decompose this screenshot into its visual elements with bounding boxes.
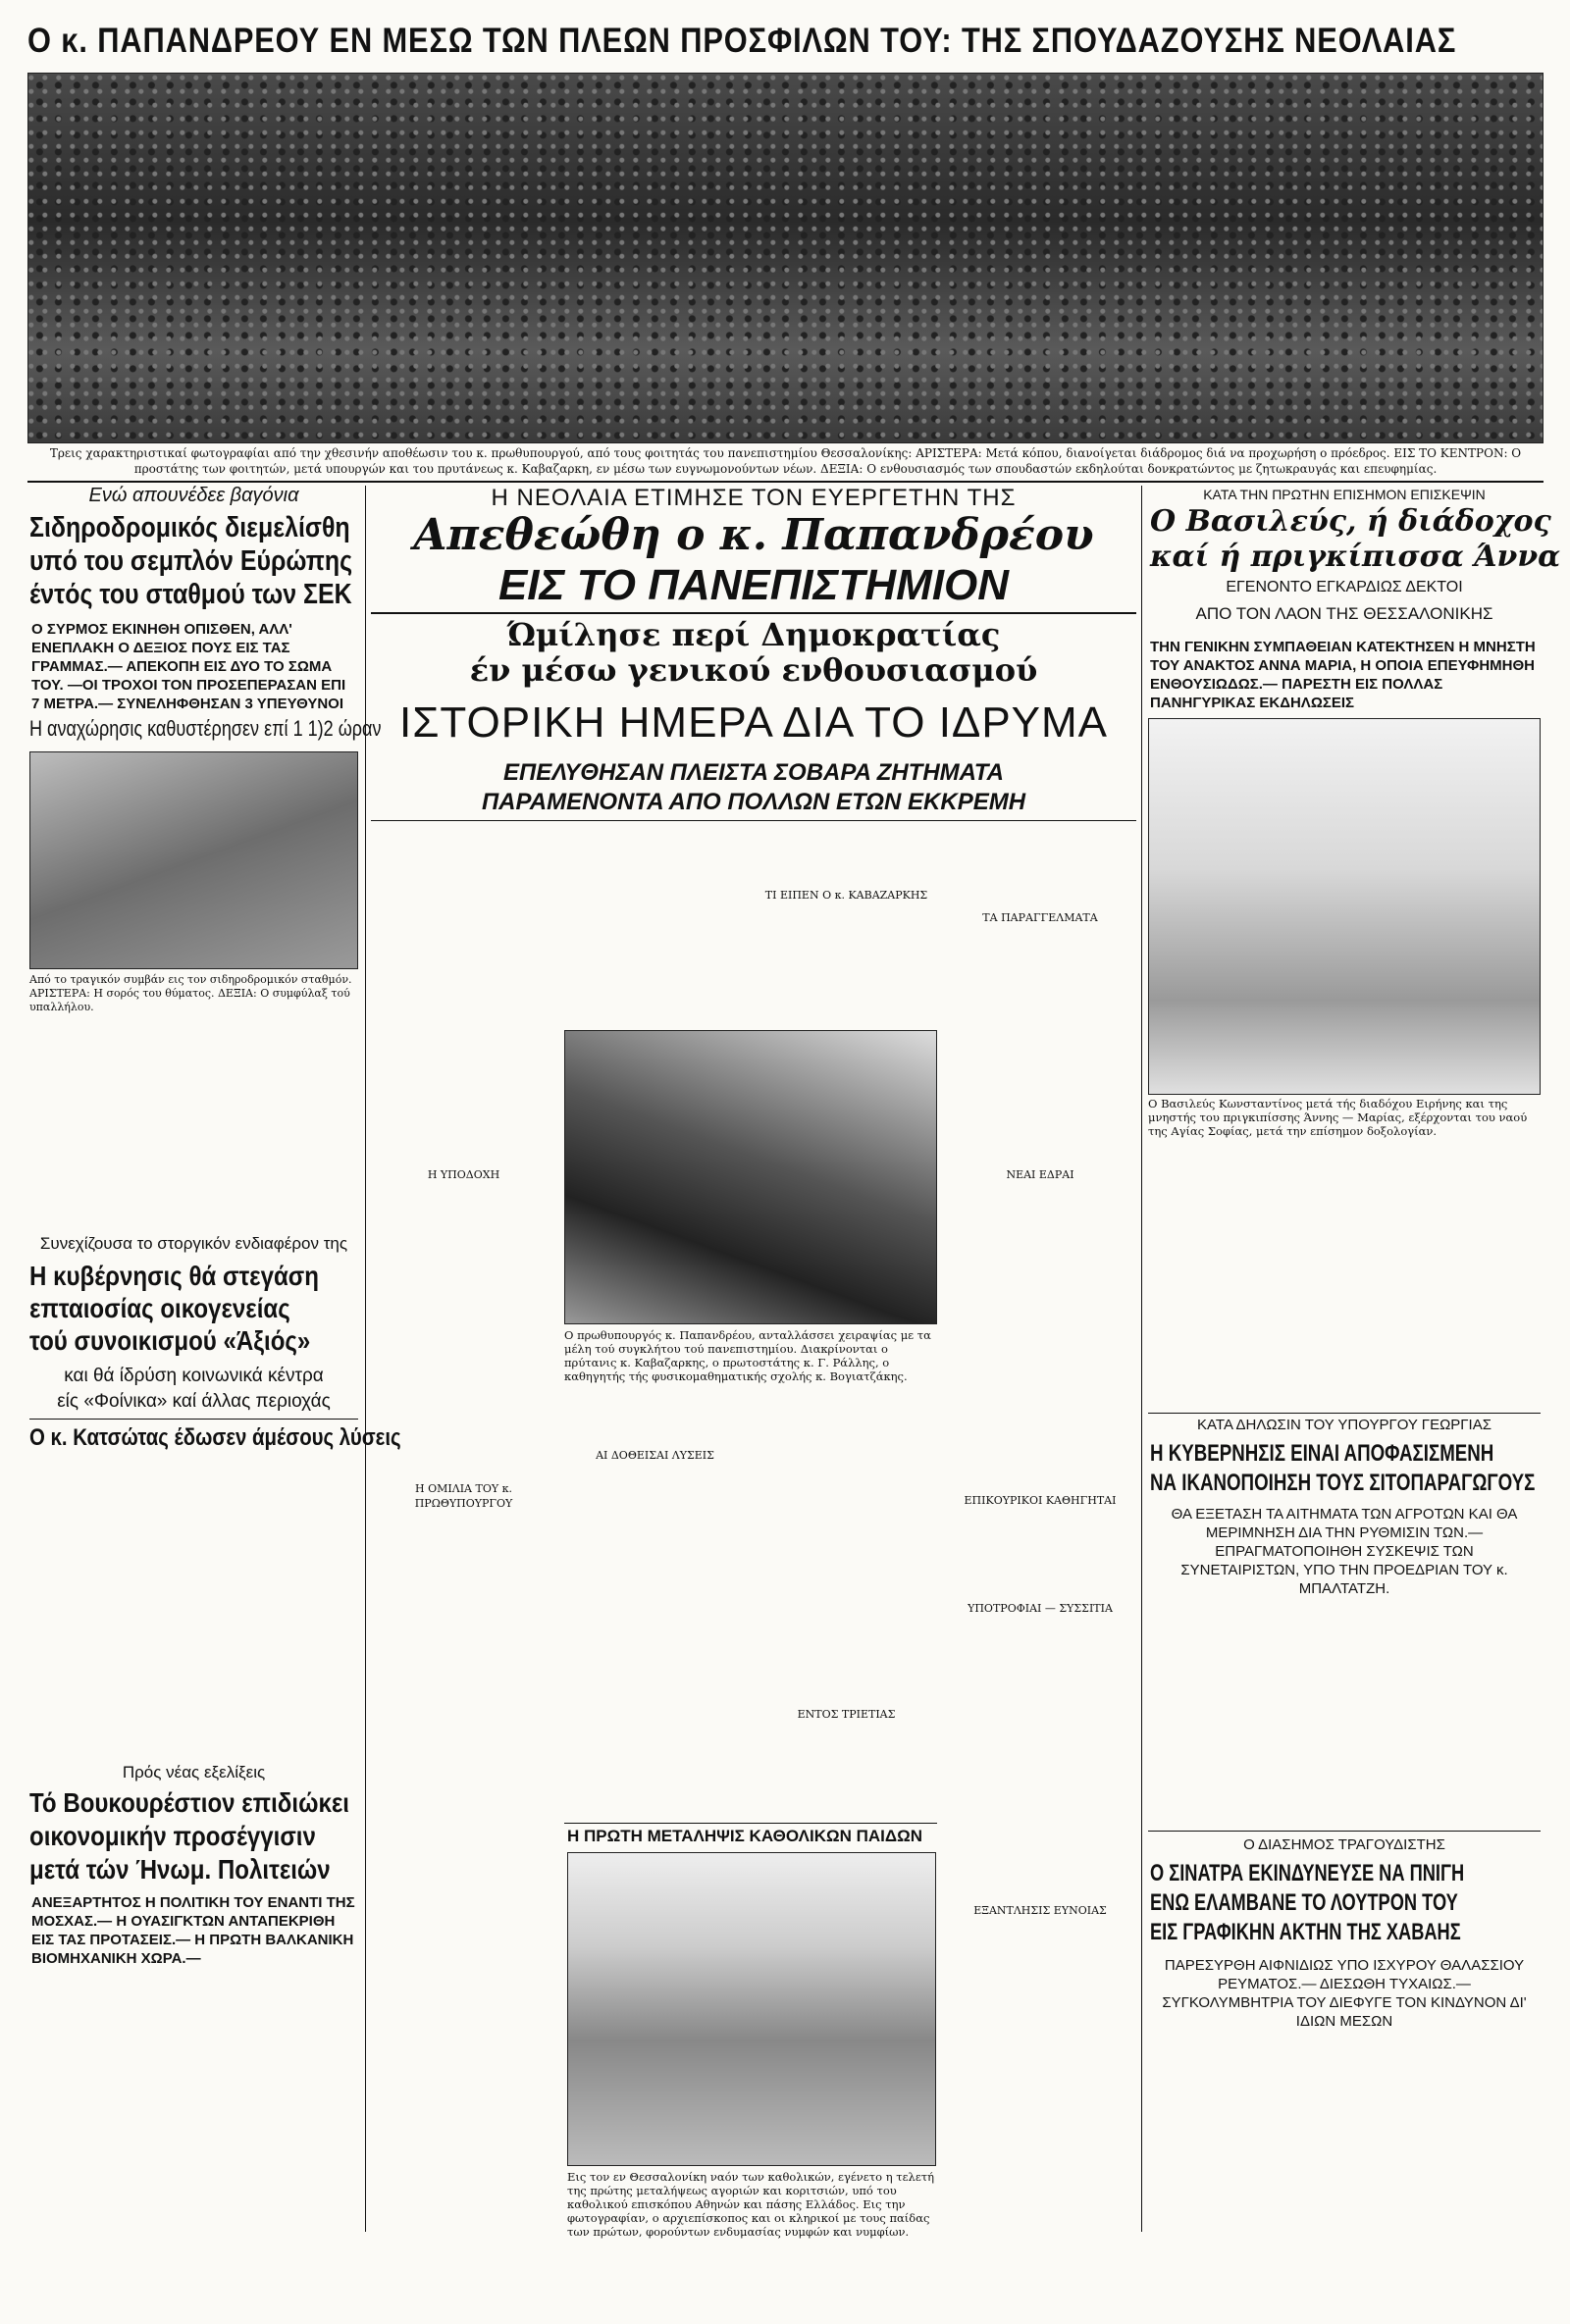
center-subhead-nees-edres: ΝΕΑΙ ΕΔΡΑΙ	[1006, 1168, 1074, 1181]
left-headline-5-line-3: μετά τών Ήνωμ. Πολιτειών	[29, 1854, 331, 1885]
center-body-col-2	[564, 826, 746, 1022]
right-headline-line-1: Ο Βασιλεύς, ή διάδοχος	[1150, 504, 1551, 539]
left-headline-4: Ο κ. Κατσώτας έδωσεν άμέσους λύσεις	[29, 1424, 401, 1451]
left-headline-3-line-2: επταιοσίας οικογενείας	[29, 1293, 290, 1323]
center-deck-line-2: έν μέσω γενικού ενθουσιασμού	[469, 651, 1038, 689]
divider	[29, 1419, 358, 1420]
left-headline-3-line-3: τού συνοικισμού «Άξιός»	[29, 1325, 311, 1356]
photo-king-and-princess	[1148, 718, 1541, 1095]
right-headline-2-line-1: Η ΚΥΒΕΡΝΗΣΙΣ ΕΙΝΑΙ ΑΠΟΦΑΣΙΣΜΕΝΗ	[1150, 1440, 1494, 1467]
left-headline-3-line-1: Η κυβέρνησις θά στεγάση	[29, 1261, 319, 1291]
left-kicker-1: Ενώ απουνέδεε βαγόνια	[88, 485, 299, 506]
left-deck-3b: είς «Φοίνικα» καί άλλας περιοχάς	[57, 1391, 331, 1412]
right-article-3-body	[1148, 2031, 1541, 2227]
right-article-2-body	[1148, 1585, 1541, 1825]
divider	[27, 481, 1544, 483]
center-deck-2-line-2: ΠΑΡΑΜΕΝΟΝΤΑ ΑΠΟ ΠΟΛΛΩΝ ΕΤΩΝ ΕΚΚΡΕΜΗ	[481, 789, 1026, 815]
center-body-col-2b	[564, 1366, 746, 1817]
center-subhead-ypotrofiai: ΥΠΟΤΡΟΦΙΑΙ — ΣΥΣΣΙΤΙΑ	[968, 1602, 1113, 1615]
photo-train-accident	[29, 751, 358, 969]
center-kicker: Η ΝΕΟΛΑΙΑ ΕΤΙΜΗΣΕ ΤΟΝ ΕΥΕΡΓΕΤΗΝ ΤΗΣ	[491, 485, 1017, 511]
right-photo-caption: Ο Βασιλεύς Κωνσταντίνος μετά τής διαδόχου Ειρήνης και της μνηστής του πριγκιπίσσης Άννης — Μαρίας, εξέρχονται του ναού της Αγίας Σοφίας, μετά την επίσημον δοξολογίαν.	[1148, 1097, 1528, 1138]
left-headline-2: Η αναχώρησις καθυστέρησεν επί 1 1)2 ώραν	[29, 716, 382, 741]
left-deck-5: ΑΝΕΞΑΡΤΗΤΟΣ Η ΠΟΛΙΤΙΚΗ ΤΟΥ ΕΝΑΝΤΙ ΤΗΣ ΜΟΣΧΑΣ.— Η ΟΥΑΣΙΓΚΤΩΝ ΑΝΤΑΠΕΚΡΙΘΗ ΕΙΣ ΤΑΣ ΠΡΟΤΑΣΕΙΣ.— Η ΠΡΩΤΗ ΒΑΛΚΑΝΙΚΗ ΒΙΟΜΗΧΑΝΙΚΗ ΧΩΡΑ.—	[31, 1894, 355, 1967]
left-photo-caption: Από το τραγικόν συμβάν εις τον σιδηροδρομικόν σταθμόν. ΑΡΙΣΤΕΡΑ: Η σορός του θύματος. ΔΕΞΙΑ: Ο συμφύλαξ τού υπαλλήλου.	[29, 973, 352, 1013]
center-body-col-4c	[947, 1187, 1133, 1893]
right-deck-a: ΕΓΕΝΟΝΤΟ ΕΓΚΑΡΔΙΩΣ ΔΕΚΤΟΙ	[1226, 579, 1463, 595]
center-subhead-eunoia: ΕΞΑΝΤΛΗΣΙΣ ΕΥΝΟΙΑΣ	[973, 1904, 1107, 1917]
catholic-photo-caption: Εις τον εν Θεσσαλονίκη ναόν των καθολικών, εγένετο η τελετή της πρώτης μεταλήψεως αγοριών και κοριτσιών, υπό του καθολικού επισκόπου Αθηνών και πάσης Ελλάδος. Εις την φωτογραφίαν, ο αρχιεπίσκοπος και οι κληρικοί με τους παίδας των πρώτων, φορούντων ενδυμασίας νυμφών και νυμφίων.	[567, 2170, 935, 2239]
photo-catholic-communion	[567, 1852, 936, 2166]
center-headline-line-2: ΕΙΣ ΤΟ ΠΑΝΕΠΙΣΤΗΜΙΟΝ	[497, 561, 1010, 609]
center-body-col-3b	[756, 1366, 937, 1699]
center-deck-line-1: Ώμίλησε περί Δημοκρατίας	[506, 616, 1001, 653]
divider	[564, 1823, 937, 1824]
right-deck-b: ΑΠΟ ΤΟΝ ΛΑΟΝ ΤΗΣ ΘΕΣΣΑΛΟΝΙΚΗΣ	[1195, 604, 1493, 623]
center-headline-line-1: Απεθεώθη ο κ. Παπανδρέου	[413, 510, 1094, 560]
right-headline-line-2: καί ή πριγκίπισσα Άννα	[1150, 540, 1561, 574]
center-body-col-4b	[947, 926, 1133, 1162]
center-subhead-ypodoxi: Η ΥΠΟΔΟΧΗ	[427, 1168, 500, 1181]
left-deck-1: Ο ΣΥΡΜΟΣ ΕΚΙΝΗΘΗ ΟΠΙΣΘΕΝ, ΑΛΛ' ΕΝΕΠΛΑΚΗ Ο ΔΕΞΙΟΣ ΠΟΥΣ ΕΙΣ ΤΑΣ ΓΡΑΜΜΑΣ.— ΑΠΕΚΟΠΗ ΕΙΣ ΔΥΟ ΤΟ ΣΩΜΑ ΤΟΥ. —ΟΙ ΤΡΟΧΟΙ ΤΟΝ ΠΡΟΣΕΠΕΡΑΣΑΝ ΕΠΙ 7 ΜΕΤΡΑ.— ΣΥΝΕΛΗΦΘΗΣΑΝ 3 ΥΠΕΥΘΥΝΟΙ	[31, 621, 346, 712]
center-subhead-omilia: Η ΟΜΙΛΙΑ ΤΟΥ κ. ΠΡΩΘΥΠΟΥΡΓΟΥ	[414, 1482, 513, 1510]
right-deck-c: ΤΗΝ ΓΕΝΙΚΗΝ ΣΥΜΠΑΘΕΙΑΝ ΚΑΤΕΚΤΗΣΕΝ Η ΜΝΗΣΤΗ ΤΟΥ ΑΝΑΚΤΟΣ ΑΝΝΑ ΜΑΡΙΑ, Η ΟΠΟΙΑ ΕΠΕΥΦΗΜΗΘΗ ΕΝΘΟΥΣΙΩΔΩΣ.— ΠΑΡΕΣΤΗ ΕΙΣ ΠΟΛΛΑΣ ΠΑΝΗΓΥΡΙΚΑΣ ΕΚΔΗΛΩΣΕΙΣ	[1150, 639, 1536, 711]
photo-papandreou-handshake	[564, 1030, 937, 1324]
right-headline-2-line-2: ΝΑ ΙΚΑΝΟΠΟΙΗΣΗ ΤΟΥΣ ΣΙΤΟΠΑΡΑΓΩΓΟΥΣ	[1150, 1470, 1536, 1496]
center-deck-2-line-1: ΕΠΕΛΥΘΗΣΑΝ ΠΛΕΙΣΤΑ ΣΟΒΑΡΑ ΖΗΤΗΜΑΤΑ	[502, 759, 1005, 786]
right-headline-3-line-3: ΕΙΣ ΓΡΑΦΙΚΗΝ ΑΚΤΗΝ ΤΗΣ ΧΑΒΑΗΣ	[1150, 1919, 1461, 1945]
divider	[1148, 1831, 1541, 1832]
center-subhead-kavazarkis: ΤΙ ΕΙΠΕΝ Ο κ. ΚΑΒΑΖΑΡΚΗΣ	[764, 889, 928, 902]
center-photo-caption: Ο πρωθυπουργός κ. Παπανδρέου, ανταλλάσσει χειραψίας με τα μέλη τού συγκλήτου τού πανεπιστημίου. Διακρίνονται ο πρύτανις κ. Καβαζαρκης, ο πρωτοστάτης κ. Γ. Ράλλης, ο καθηγητής τής φυσικομαθηματικής σχολής κ. Βογιατζάκης.	[564, 1328, 931, 1383]
top-photo-caption: Τρεις χαρακτηριστικαί φωτογραφίαι από την χθεσινήν αποθέωσιν του κ. πρωθυπουργού, από τους φοιτητάς του πανεπιστημίου Θεσσαλονίκης: ΑΡΙΣΤΕΡΑ: Μετά κόπου, διανοίγεται διάδρομος διά να προχωρήση ο πρόεδρος. ΕΙΣ ΤΟ ΚΕΝΤΡΟΝ: Ο προστάτης των φοιτητών, μετά υπουργών και του πρυτάνεως κ. Καβαζαρκη, εν μέσω των ευγνωμονούντων νέων. ΔΕΞΙΑ: Ο ενθουσιασμός των σπουδαστών εκδηλούται δονκρατώντος με ζητωκραυγάς και επευφημίας.	[49, 446, 1522, 476]
right-headline-3-line-1: Ο ΣΙΝΑΤΡΑ ΕΚΙΝΔΥΝΕΥΣΕ ΝΑ ΠΝΙΓΗ	[1150, 1860, 1465, 1886]
divider	[371, 612, 1136, 614]
right-deck-3: ΠΑΡΕΣΥΡΘΗ ΑΙΦΝΙΔΙΩΣ ΥΠΟ ΙΣΧΥΡΟΥ ΘΑΛΑΣΣΙΟΥ ΡΕΥΜΑΤΟΣ.— ΔΙΕΣΩΘΗ ΤΥΧΑΙΩΣ.— ΣΥΓΚΟΛΥΜΒΗΤΡΙΑ ΤΟΥ ΔΙΕΦΥΓΕ ΤΟΝ ΚΙΝΔΥΝΟΝ ΔΙ' ΙΔΙΩΝ ΜΕΣΩΝ	[1162, 1957, 1527, 2030]
left-kicker-3: Πρός νέας εξελίξεις	[122, 1763, 266, 1782]
center-body-col-3	[756, 826, 937, 1022]
left-headline-1-line-2: υπό του σεμπλόν Εύρώπης	[29, 545, 353, 577]
catholic-headline: Η ΠΡΩΤΗ ΜΕΤΑΛΗΨΙΣ ΚΑΘΟΛΙΚΩΝ ΠΑΙΔΩΝ	[567, 1827, 923, 1845]
right-article-1-body	[1148, 1128, 1541, 1408]
right-kicker: ΚΑΤΑ ΤΗΝ ΠΡΩΤΗΝ ΕΠΙΣΗΜΟΝ ΕΠΙΣΚΕΨΙΝ	[1203, 487, 1486, 502]
right-headline-3-line-2: ΕΝΩ ΕΛΑΜΒΑΝΕ ΤΟ ΛΟΥΤΡΟΝ ΤΟΥ	[1150, 1889, 1458, 1916]
left-article-3-body	[29, 1970, 358, 2235]
right-kicker-2: ΚΑΤΑ ΔΗΛΩΣΙΝ ΤΟΥ ΥΠΟΥΡΓΟΥ ΓΕΩΡΓΙΑΣ	[1197, 1417, 1492, 1433]
center-body-col-1	[373, 826, 554, 1807]
left-article-2-body	[29, 1462, 358, 1756]
left-headline-1-line-1: Σιδηροδρομικός διεμελίσθη	[29, 512, 350, 543]
left-headline-5-line-1: Τό Βουκουρέστιον επιδιώκει	[29, 1787, 349, 1818]
center-subhead-paraggelmata: ΤΑ ΠΑΡΑΓΓΕΛΜΑΤΑ	[982, 911, 1098, 924]
divider	[371, 820, 1136, 821]
left-headline-5-line-2: οικονομικήν προσέγγισιν	[29, 1821, 316, 1851]
divider	[1148, 1413, 1541, 1414]
center-body-col-4	[947, 826, 1133, 904]
center-subhead-lyseis: ΑΙ ΔΟΘΕΙΣΑΙ ΛΥΣΕΙΣ	[596, 1449, 714, 1462]
column-divider	[365, 486, 366, 2232]
center-subhead-trietia: ΕΝΤΟΣ ΤΡΙΕΤΙΑΣ	[797, 1708, 896, 1721]
center-body-col-4d	[947, 1921, 1133, 2225]
left-headline-1-line-3: έντός του σταθμού των ΣΕΚ	[29, 579, 352, 610]
page-banner-headline: Ο κ. ΠΑΠΑΝΔΡΕΟΥ ΕΝ ΜΕΣΩ ΤΩΝ ΠΛΕΩΝ ΠΡΟΣΦΙΛΩΝ ΤΟΥ: ΤΗΣ ΣΠΟΥΔΑΖΟΥΣΗΣ ΝΕΟΛΑΙΑΣ	[27, 22, 1457, 60]
photo-crowd-students	[27, 73, 1544, 443]
center-subhead-epikouroi: ΕΠΙΚΟΥΡΙΚΟΙ ΚΑΘΗΓΗΤΑΙ	[964, 1494, 1117, 1507]
right-deck-2: ΘΑ ΕΞΕΤΑΣΗ ΤΑ ΑΙΤΗΜΑΤΑ ΤΩΝ ΑΓΡΟΤΩΝ ΚΑΙ ΘΑ ΜΕΡΙΜΝΗΣΗ ΔΙΑ ΤΗΝ ΡΥΘΜΙΣΙΝ ΤΩΝ.— ΕΠΡΑΓΜΑΤΟΠΟΙΗΘΗ ΣΥΣΚΕΨΙΣ ΤΩΝ ΣΥΝΕΤΑΙΡΙΣΤΩΝ, ΥΠΟ ΤΗΝ ΠΡΟΕΔΡΙΑΝ ΤΟΥ κ. ΜΠΑΛΤΑΤΖΗ.	[1171, 1506, 1518, 1597]
center-body-col-1b	[373, 1825, 554, 2227]
left-kicker-2: Συνεχίζουσα το στοργικόν ενδιαφέρον της	[39, 1234, 348, 1253]
right-kicker-3: Ο ΔΙΑΣΗΜΟΣ ΤΡΑΓΟΥΔΙΣΤΗΣ	[1243, 1836, 1445, 1853]
left-article-1-body	[29, 1020, 358, 1226]
column-divider	[1141, 486, 1142, 2232]
center-headline-2: ΙΣΤΟΡΙΚΗ ΗΜΕΡΑ ΔΙΑ ΤΟ ΙΔΡΥΜΑ	[398, 698, 1109, 747]
left-deck-3: και θά ίδρύση κοινωνικά κέντρα	[64, 1366, 324, 1386]
